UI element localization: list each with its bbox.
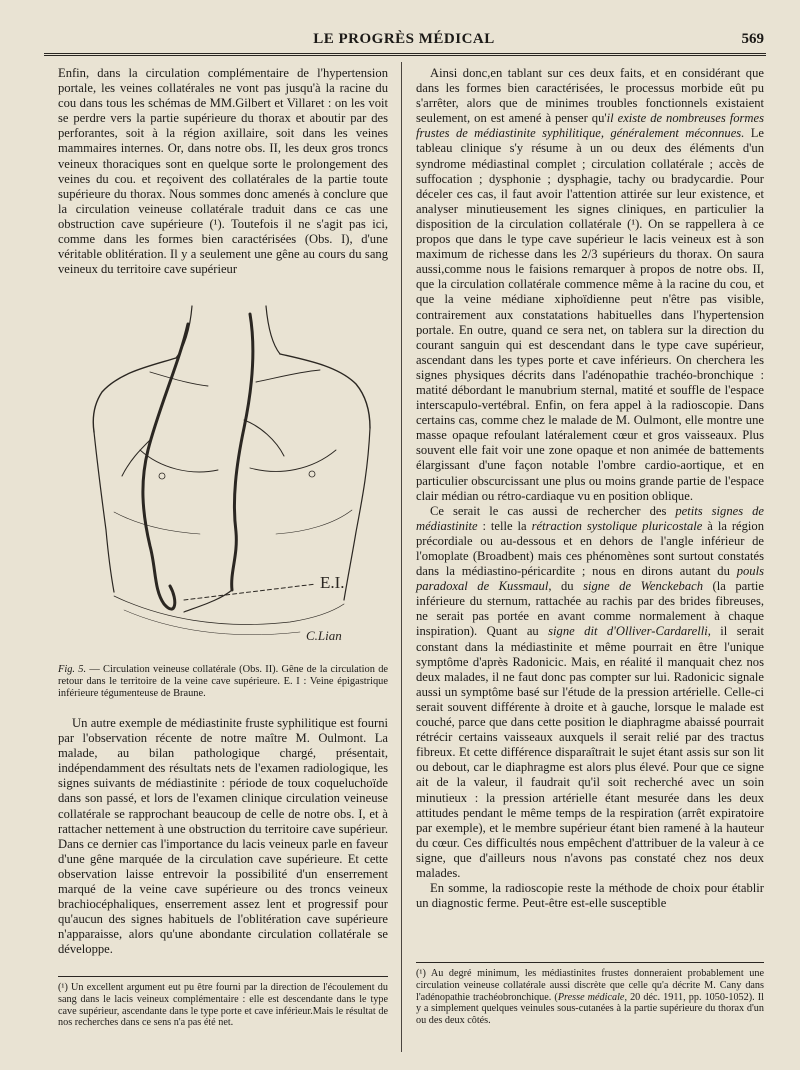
thorax-illustration xyxy=(80,300,380,660)
page-number: 569 xyxy=(741,31,764,47)
right-paragraph-3: En somme, la radioscopie reste la méthode de choix pour établir un diagnostic ferme. Peut-être est-elle susceptible xyxy=(416,881,764,911)
left-column-bottom xyxy=(58,716,388,958)
figure-caption-text: — Circulation veineuse collatérale (Obs. II). Gêne de la circulation de retour dans le territoire de la veine cave supérieure. E. I : Veine épigastrique inférieure tégumenteuse de Braune. xyxy=(58,664,388,700)
figure-caption xyxy=(58,664,388,701)
figure-label: Fig. 5. xyxy=(58,664,87,675)
label-ei: E.I. xyxy=(320,573,345,592)
left-paragraph-1: Enfin, dans la circulation complémentaire de l'hypertension portale, les veines collatérales ne vont pas jusqu'à la racine du cou dans tous les schémas de MM.Gilbert et Villaret : on les voit se perdre vers la partie supérieure du thorax et aboutir par des perforantes, soit à la région axillaire, soit dans les veines mammaires internes. Or, dans notre obs. II, les deux gros troncs veineux thoraciques sont en quelque sorte le prolongement des veines du cou. et reçoivent des collatérales de la partie toute supérieure du thorax. Nous sommes donc amenés à conclure que la circulation veineuse collatérale traduit dans ce cas une obstruction cave supérieure (¹). Toutefois il ne s'agit pas ici, comme dans les formes bien caractérisées (Obs. I), d'une véritable oblitération. Il y a seulement une gêne au cours du sang veineux du territoire cave supérieur xyxy=(58,66,388,277)
left-footnote: (¹) Un excellent argument eut pu être fourni par la direction de l'écoulement du sang dans le lacis veineux complémentaire : elle est descendante dans le type cave supérieur, ascendante dans le type porte et cave inférieur.Mais le résultat de nos recherches dans ce sens n'a pas été net. xyxy=(58,982,388,1029)
emphasis-formes-frustes: il existe de nombreuses formes frustes de médiastinite syphilitique, généralement méconnues. xyxy=(416,111,764,141)
right-paragraph-2: Ce serait le cas aussi de rechercher des petits signes de médiastinite : telle la rétraction systolique pluricostale à la région précordiale ou au-dessous et en dehors de l'angle inférieur de l'omoplate (Broadbent) mais ces phénomènes sont surtout constatés dans la médiastino-péricardite ; nous en dirons autant du pouls paradoxal de Kussmaul, du signe de Wenckebach (la partie inférieure du sternum, rattachée au rachis par des brides fibreuses, ne serait pas portée en avant comme normalement à chaque inspiration). Quant au signe dit d'Olliver-Cardarelli, il serait constant dans la médiastinite et même pourrait en être l'unique symptôme d'après Radonicic. Mais, en réalité il manquait chez nos deux malades, il ne faut donc pas compter sur lui. Radonicic signale aussi un symptôme basé sur l'étude de la pression artérielle. Celle-ci serait souvent différente à droite et à gauche, lorsque le malade est couché, parce que dans cette position le diaphragme abaissé pourrait rétrécir certains vaisseaux auxquels il serait relié par des tractus fibreux. Et cette différence disparaîtrait le sujet étant assis sur son lit ou debout, car le diaphragme est alors plus élevé. Pour que ce signe ait de la valeur, il faudrait qu'il soit recherché avec un soin minutieux : la pression artérielle étant mesurée dans les deux attitudes pendant le même temps de la respiration (arrêt expiratoire par exemple), et le membre supérieur étant bien ramené à la hauteur du cœur. Ces difficultés nous empêchent d'attribuer de la valeur à ce signe, que d'ailleurs nous n'avons pas constaté chez nos deux malades. xyxy=(416,503,765,880)
right-footnote: (¹) Au degré minimum, les médiastinites frustes donneraient probablement une circulation veineuse collatérale aussi discrète que celle qu'a décrite M. Cany dans l'adénopathie trachéobronchique. (Presse médicale, 20 déc. 1911, pp. 1050-1052). Il y a simplement quelques veinules sous-cutanées à la partie supérieure du thorax d'un ou des deux côtés. xyxy=(416,968,764,1027)
column-divider xyxy=(401,62,402,1052)
left-paragraph-2: Un autre exemple de médiastinite fruste syphilitique est fourni par l'observation récente de notre maître M. Oulmont. La malade, au bilan pathologique chargé, présentait, indépendamment des résultats nets de l'examen radiologique, les signes suivants de médiastinite : période de toux coqueluchoïde dans son passé, et lors de l'examen clinique circulation veineuse collatérale se rapprochant beaucoup de celle de notre obs. I, et à rattacher nettement à une obstruction du territoire cave supérieur. Dans ce dernier cas l'importance du lacis veineux parle en faveur d'une gêne marquée de la circulation cave supérieure. Et cette observation laisse entrevoir la possibilité d'un enserrement marqué de la veine cave supérieure ou des troncs veineux brachiocéphaliques, enserrement assez lent et progressif pour qu'aucun des signes habituels de l'oblitération cave supérieure n'apparaisse, alors qu'une abondante circulation collatérale se développe. xyxy=(58,716,388,957)
running-header xyxy=(40,28,768,52)
journal-title: LE PROGRÈS MÉDICAL xyxy=(313,31,495,47)
left-footnote-rule xyxy=(58,976,388,977)
right-column xyxy=(416,66,764,911)
right-paragraph-1: Ainsi donc,en tablant sur ces deux faits, et en considérant que dans les formes bien caractérisées, le processus morbide eût pu s'arrêter, alors que de minimes troubles fonctionnels existaient seulement, on est amené à penser qu'il existe de nombreuses formes frustes de médiastinite syphilitique, généralement méconnues. Le tableau clinique s'y résume à un ou deux des éléments d'un syndrome médiastinal complet ; circulation collatérale ; accès de suffocation ; dysphonie ; dysphagie, tachy ou bradycardie. Pour déceler ces cas, il faut avoir l'attention attirée sur leur existence, et analyser minutieusement les signes cliniques, en particulier la disposition de la circulation collatérale (¹). On se rappellera à ce propos que dans le type cave supérieur le lacis veineux est à son maximum de richesse dans les 2/3 supérieurs du thorax. On saura aussi,comme nous le faisions remarquer à propos de notre obs. II, que la circulation collatérale commence même à la racine du cou, et que la veine médiane xiphoïdienne peut n'être pas visible, contrairement aux constatations habituelles dans l'hypertension portale. En outre, quand ce sera net, on tablera sur la direction du courant sanguin qui est descendant dans le type cave supérieur, ascendant dans les types porte et cave inférieurs. On cherchera les signes physiques décrits dans l'adénopathie trachéo-bronchique : matité débordant le manubrium sternal, matité et souffle de l'espace interscapulo-vertébral. Enfin, on fera appel à la radioscopie. Dans certains cas, comme chez le malade de M. Oulmont, elle montre une masse opaque refoulant latéralement cœur et gros vaisseaux. Plus souvent elle fait voir une zone opaque et non animée de battements élargissant d'une façon notable l'ombre cardio-aortique, et en particulier obscurcissant une plus ou moins grande partie de l'espace clair médian ou rétro-cardiaque vu en position oblique. xyxy=(416,66,764,503)
right-footnote-rule xyxy=(416,962,764,963)
header-rule xyxy=(44,53,766,56)
left-column-top xyxy=(58,66,388,277)
illustrator-signature: C.Lian xyxy=(306,628,342,643)
